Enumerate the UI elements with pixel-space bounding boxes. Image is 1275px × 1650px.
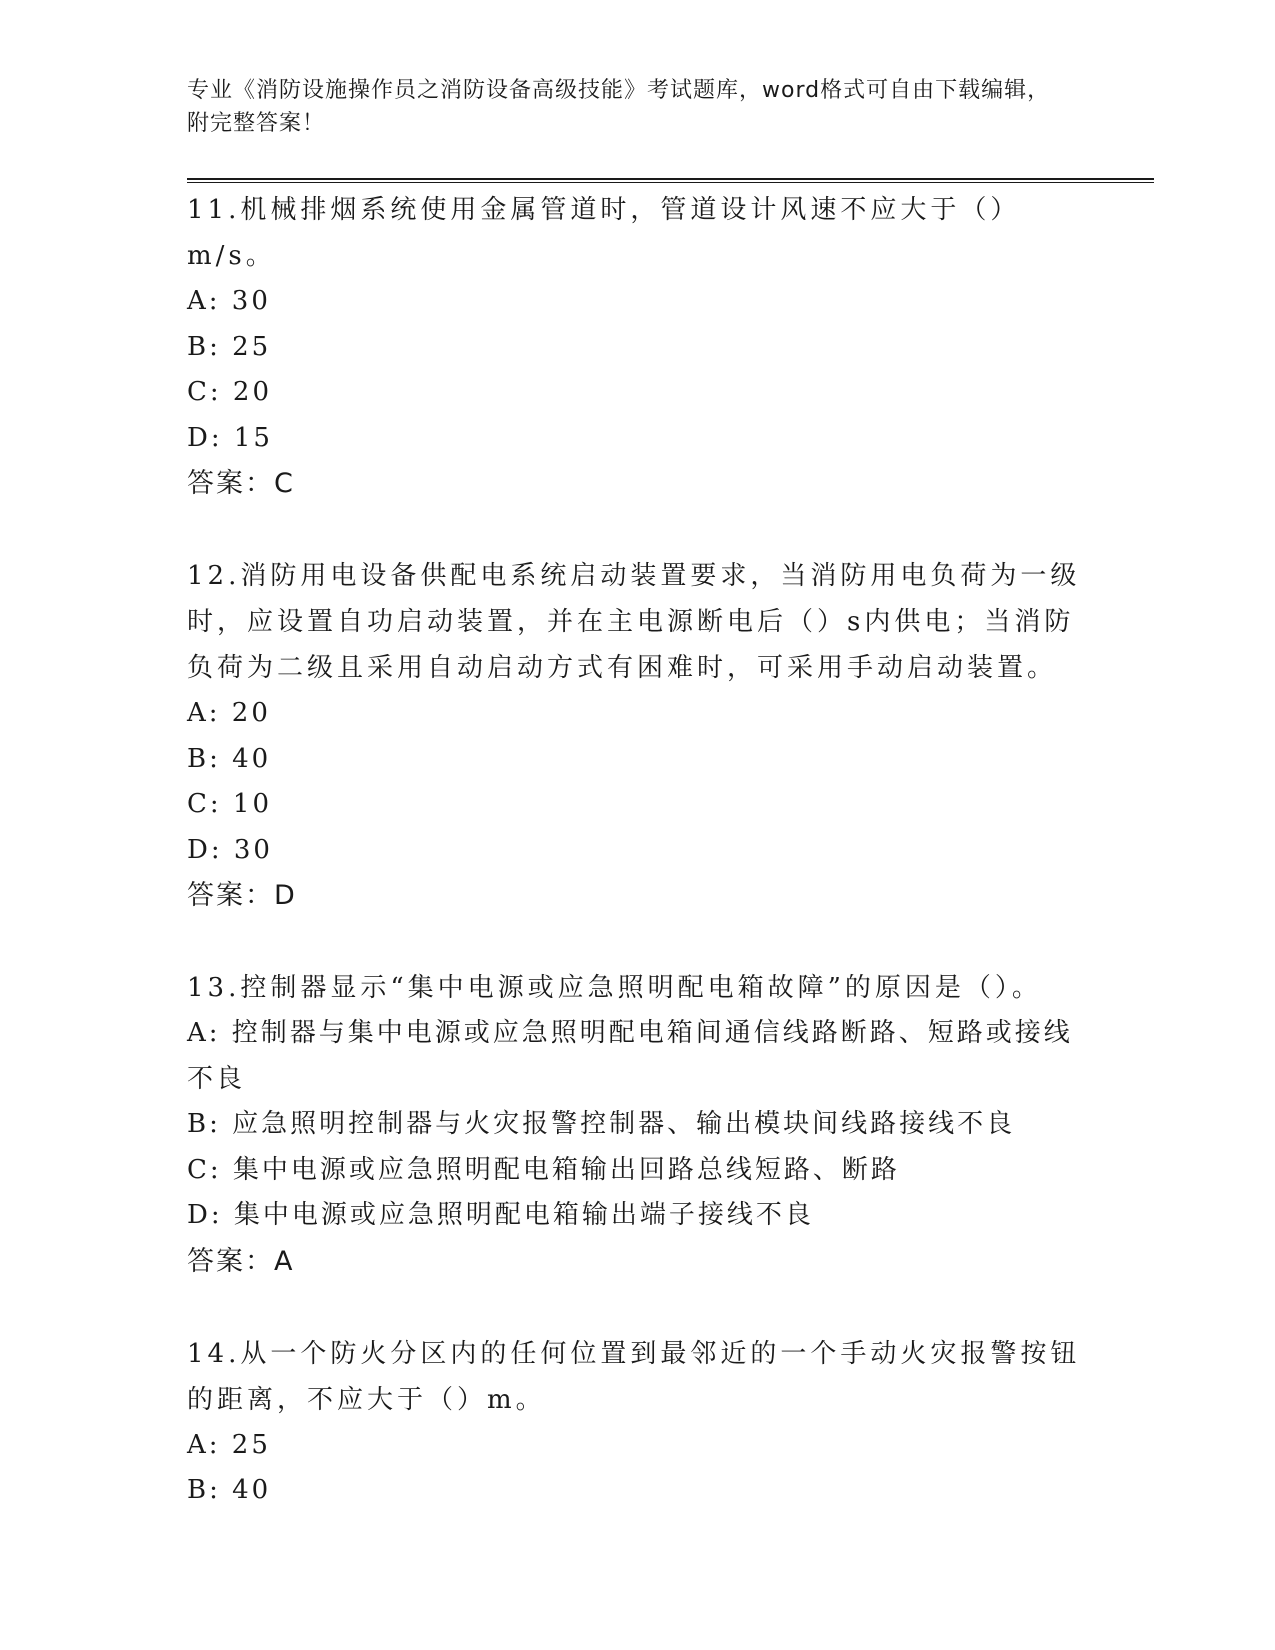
option-c: C: 20: [187, 377, 273, 407]
option-c: C: 集中电源或应急照明配电箱输出回路总线短路、断路: [187, 1154, 900, 1185]
option-d: D: 15: [187, 422, 273, 453]
answer-line: 答案：D: [187, 880, 297, 911]
question-item: [187, 187, 1087, 507]
question-stem: 13.控制器显示“集中电源或应急照明配电箱故障”的原因是（）。: [187, 973, 1042, 1003]
option-a: A: 控制器与集中电源或应急照明配电箱间通信线路断路、短路或接线不良: [187, 1018, 1073, 1094]
option-d: D: 30: [187, 834, 273, 865]
document-header: 专业《消防设施操作员之消防设备高级技能》考试题库，word格式可自由下载编辑，附完整答案！: [187, 78, 1051, 136]
question-item: [187, 553, 1087, 919]
question-item: [187, 965, 1087, 1285]
option-b: B: 25: [187, 331, 272, 362]
header-divider: [187, 178, 1154, 183]
option-a: A: 30: [187, 286, 271, 316]
option-a: A: 25: [187, 1429, 271, 1460]
option-d: D: 集中电源或应急照明配电箱输出端子接线不良: [187, 1200, 814, 1230]
option-b: B: 应急照明控制器与火灾报警控制器、输出模块间线路接线不良: [187, 1109, 1016, 1139]
option-c: C: 10: [187, 789, 273, 819]
question-list: [187, 187, 1087, 1560]
question-stem: 12.消防用电设备供配电系统启动装置要求，当消防用电负荷为一级时，应设置自功启动装置，并在主电源断电后（）s内供电；当消防负荷为二级且采用自动启动方式有困难时，可采用手动启动装置。: [187, 561, 1081, 683]
question-item: [187, 1331, 1087, 1514]
answer-line: 答案：C: [187, 468, 295, 499]
question-stem: 14.从一个防火分区内的任何位置到最邻近的一个手动火灾报警按钮的距离，不应大于（）m。: [187, 1338, 1081, 1415]
option-a: A: 20: [187, 698, 271, 728]
option-b: B: 40: [187, 743, 272, 774]
question-stem: 11.机械排烟系统使用金属管道时，管道设计风速不应大于（）m/s。: [187, 195, 1021, 271]
answer-line: 答案：A: [187, 1245, 295, 1277]
option-b: B: 40: [187, 1475, 272, 1505]
